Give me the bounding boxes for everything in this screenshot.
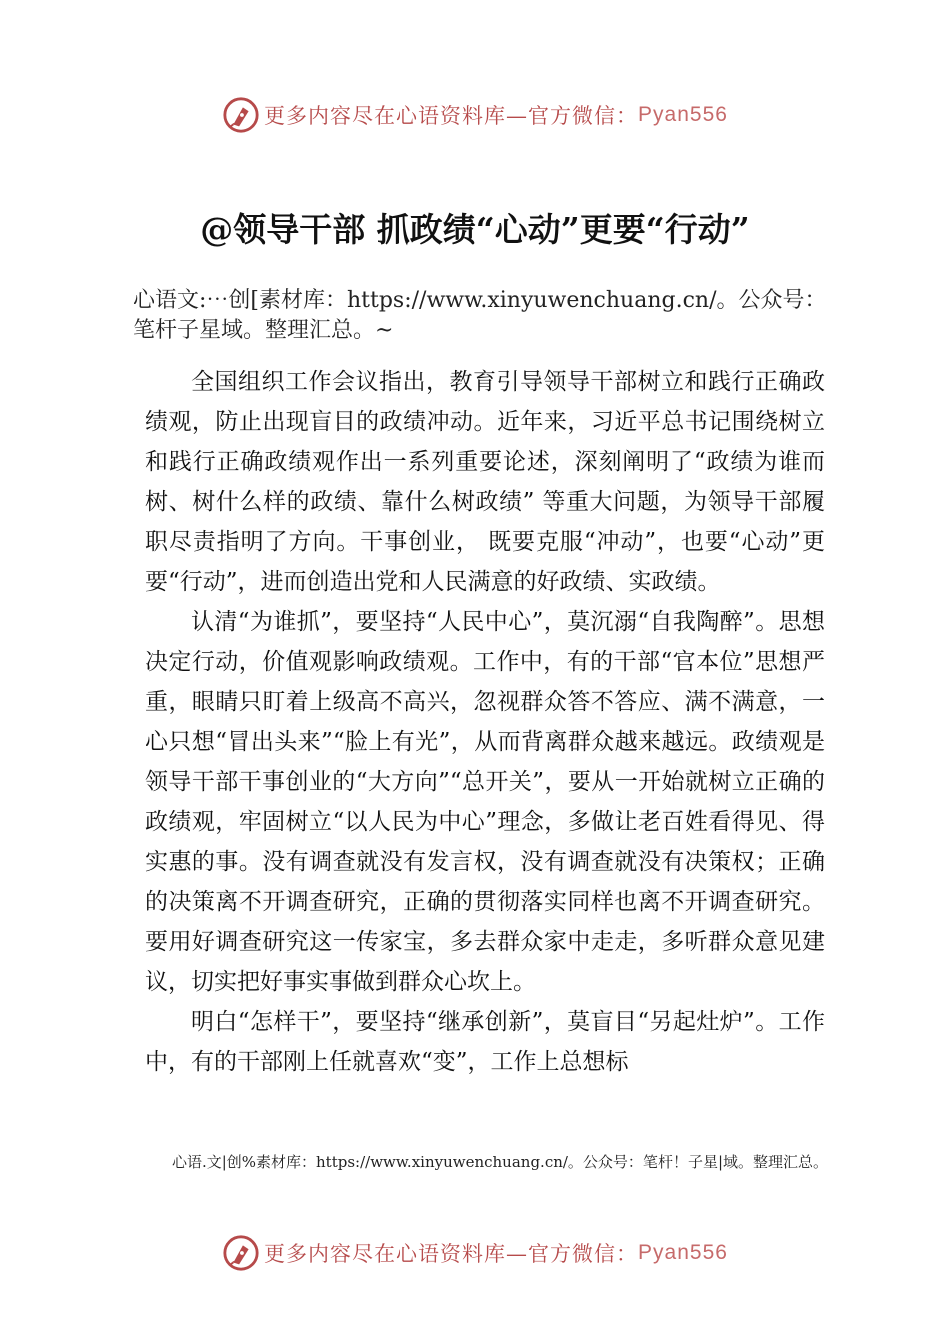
paragraph-how: 明白“怎样干”，要坚持“继承创新”，莫盲目“另起灶炉”。工作中，有的干部刚上任就喜欢“变”，工作上总想标 <box>145 1009 825 1075</box>
footer-source-note: 心语.文|创%素材库：https://www.xinyuwenchuang.cn/。公众号：笔杆！子星|域。整理汇总。 <box>171 1153 828 1171</box>
document-title: @领导干部 抓政绩“心动”更要“行动” <box>200 210 750 249</box>
paragraph-intro: 全国组织工作会议指出，教育引导领导干部树立和践行正确政绩观，防止出现盲目的政绩冲动。近年来，习近平总书记围绕树立和践行正确政绩观作出一系列重要论述，深刻阐明了“政绩为谁而树、树什么样的政绩、靠什么树政绩” 等重大问题，为领导干部履职尽责指明了方向。干事创业， 既要克服“冲动”，也要“心动”更要“行动”，进而创造出党和人民满意的好政绩、实政绩。 <box>145 369 825 595</box>
wechat-id: Pyan556 <box>638 1241 728 1264</box>
pen-nib-logo-icon <box>222 96 260 134</box>
watermark-text: 更多内容尽在心语资料库—官方微信： <box>264 104 639 128</box>
watermark-text: 更多内容尽在心语资料库—官方微信： <box>264 1242 639 1266</box>
paragraph-who: 认清“为谁抓”，要坚持“人民中心”，莫沉溺“自我陶醉”。思想决定行动，价值观影响政绩观。工作中，有的干部“官本位”思想严重，眼睛只盯着上级高不高兴，忽视群众答不答应、满不满意，一心只想“冒出头来”“脸上有光”，从而背离群众越来越远。政绩观是领导干部干事创业的“大方向”“总开关”，要从一开始就树立正确的政绩观，牢固树立“以人民为中心”理念，多做让老百姓看得见、得实惠的事。没有调查就没有发言权，没有调查就没有决策权；正确的决策离不开调查研究，正确的贯彻落实同样也离不开调查研究。要用好调查研究这一传家宝，多去群众家中走走，多听群众意见建议，切实把好事实事做到群众心坎上。 <box>145 609 825 995</box>
pen-nib-logo-icon <box>222 1234 260 1272</box>
document-body <box>145 362 825 1082</box>
header-watermark-banner <box>0 95 950 135</box>
wechat-id: Pyan556 <box>638 103 728 126</box>
source-line: 心语文:⋯创[素材库：https://www.xinyuwenchuang.cn/。公众号：笔杆子星域。整理汇总。~ <box>133 288 827 343</box>
footer-watermark-banner <box>0 1233 950 1273</box>
